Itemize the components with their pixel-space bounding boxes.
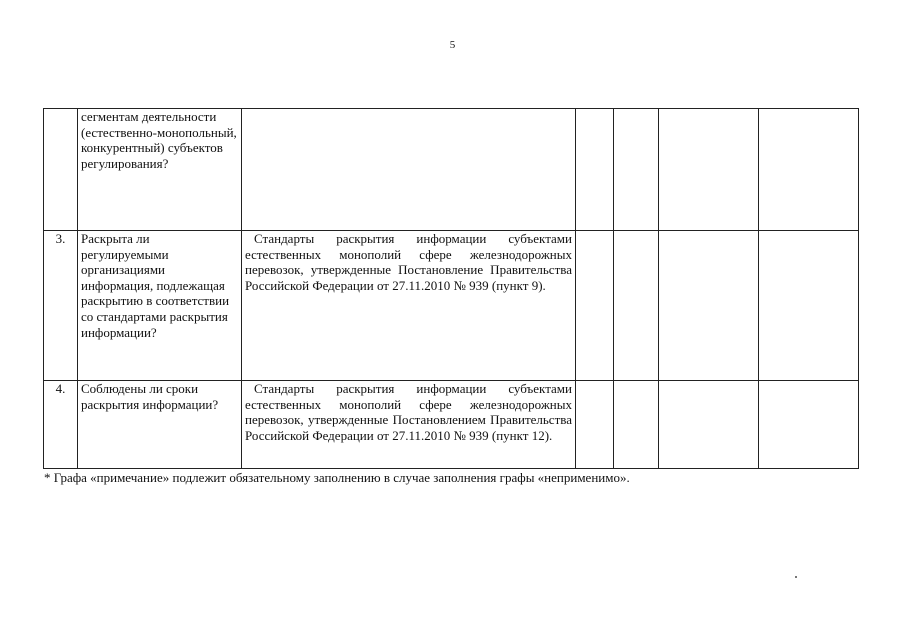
table-row [44,109,859,231]
row-number-cell: 4. [44,381,78,469]
row-number-cell: 3. [44,231,78,381]
row-number-cell [44,109,78,231]
legal-basis-text: Стандарты раскрытия информации субъектами естественных монополий сфере железнодорожных перевозок, утвержденные Постановление Правительства Российской Федерации от 27.11.2010 № 939 (пункт 9). [245,231,572,293]
not-applicable-cell [659,381,759,469]
not-applicable-cell [659,109,759,231]
yes-cell [576,109,614,231]
question-cell: Соблюдены ли сроки раскрытия информации? [78,381,242,469]
table-row [44,381,859,469]
note-cell [759,109,859,231]
yes-cell [576,381,614,469]
question-cell: Раскрыта ли регулируемыми организациями информация, подлежащая раскрытию в соответствии со стандартами раскрытия информации? [78,231,242,381]
yes-cell [576,231,614,381]
table-row [44,231,859,381]
not-applicable-cell [659,231,759,381]
question-cell: сегментам деятельности (естественно-монопольный, конкурентный) субъектов регулирования? [78,109,242,231]
legal-basis-cell [242,381,576,469]
no-cell [614,381,659,469]
no-cell [614,231,659,381]
footnote: * Графа «примечание» подлежит обязательному заполнению в случае заполнения графы «неприменимо». [44,470,630,485]
no-cell [614,109,659,231]
legal-basis-text: Стандарты раскрытия информации субъектами естественных монополий сфере железнодорожных перевозок, утвержденные Постановлением Правительства Российской Федерации от 27.11.2010 № 939 (пункт 12). [245,381,572,443]
legal-basis-cell [242,109,576,231]
note-cell [759,381,859,469]
scan-speck [795,576,797,578]
checklist-table [43,108,859,469]
legal-basis-cell [242,231,576,381]
note-cell [759,231,859,381]
page-number: 5 [449,39,456,51]
